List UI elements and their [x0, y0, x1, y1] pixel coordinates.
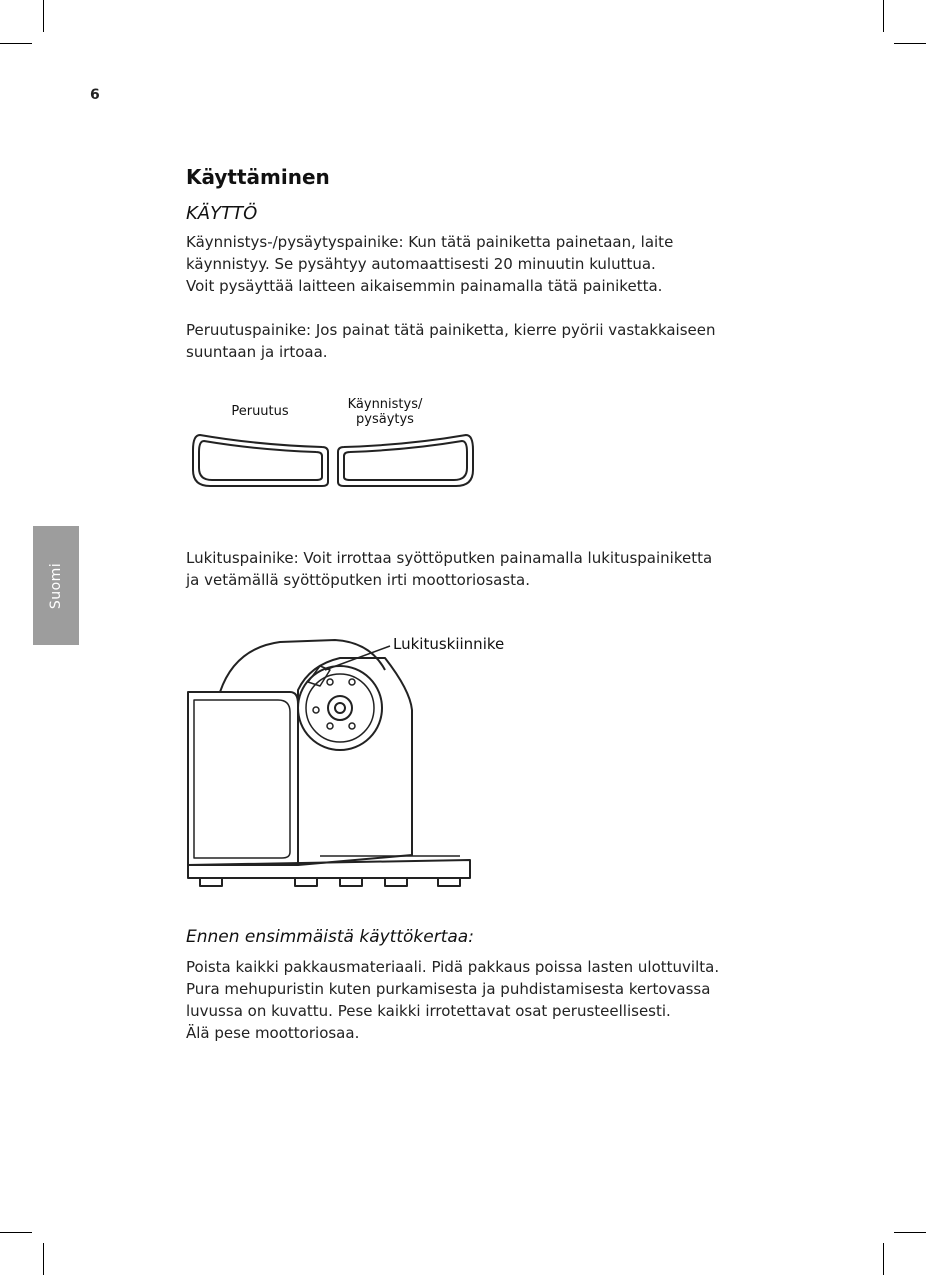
- page-title: Käyttäminen: [186, 165, 330, 189]
- foot: [385, 878, 407, 886]
- text-line: Lukituspainike: Voit irrottaa syöttöputken painamalla lukituspainiketta: [186, 549, 713, 567]
- first-use-paragraph: [186, 956, 719, 1044]
- control-buttons-illustration: [188, 430, 478, 490]
- foot: [438, 878, 460, 886]
- crop-mark: [43, 1243, 44, 1275]
- motor-hump: [220, 640, 385, 692]
- crop-mark: [883, 0, 884, 32]
- text-line: käynnistyy. Se pysähtyy automaattisesti 20 minuutin kuluttua.: [186, 255, 656, 273]
- foot: [340, 878, 362, 886]
- foot: [200, 878, 222, 886]
- text-line: Voit pysäyttää laitteen aikaisemmin painamalla tätä painiketta.: [186, 277, 663, 295]
- crop-mark: [0, 1232, 32, 1233]
- base-plate: [188, 860, 470, 878]
- lock-paragraph: [186, 547, 712, 591]
- hub: [328, 696, 352, 720]
- screw: [313, 707, 319, 713]
- motor-base-illustration: [180, 630, 480, 890]
- foot: [295, 878, 317, 886]
- crop-mark: [43, 0, 44, 32]
- text-line: luvussa on kuvattu. Pese kaikki irrotettavat osat perusteellisesti.: [186, 1002, 671, 1020]
- label-line: Käynnistys/: [347, 397, 423, 412]
- text-line: Älä pese moottoriosaa.: [186, 1024, 360, 1042]
- front-panel: [194, 700, 290, 858]
- hub-center: [335, 703, 345, 713]
- lock-bracket-callout: Lukituskiinnike: [393, 635, 505, 653]
- start-stop-paragraph: [186, 231, 673, 297]
- right-body: [298, 658, 412, 865]
- reverse-paragraph: [186, 319, 716, 363]
- section-subtitle: KÄYTTÖ: [186, 203, 258, 224]
- text-line: Peruutuspainike: Jos painat tätä painiketta, kierre pyörii vastakkaiseen: [186, 321, 716, 339]
- language-tab-label: Suomi: [48, 562, 64, 609]
- screw: [349, 679, 355, 685]
- page-number: 6: [90, 87, 100, 103]
- reverse-button-label: Peruutus: [231, 404, 289, 419]
- crop-mark: [894, 43, 926, 44]
- text-line: Käynnistys-/pysäytyspainike: Kun tätä painiketta painetaan, laite: [186, 233, 674, 251]
- text-line: suuntaan ja irtoaa.: [186, 343, 328, 361]
- motor-housing: [188, 692, 298, 865]
- crop-mark: [0, 43, 32, 44]
- screw: [349, 723, 355, 729]
- text-line: Pura mehupuristin kuten purkamisesta ja puhdistamisesta kertovassa: [186, 980, 711, 998]
- text-line: ja vetämällä syöttöputken irti moottoriosasta.: [186, 571, 531, 589]
- label-line: pysäytys: [356, 412, 414, 427]
- text-line: Poista kaikki pakkausmateriaali. Pidä pakkaus poissa lasten ulottuvilta.: [186, 958, 720, 976]
- screw: [327, 723, 333, 729]
- first-use-heading: Ennen ensimmäistä käyttökertaa:: [186, 927, 474, 947]
- language-tab: [33, 526, 79, 645]
- crop-mark: [883, 1243, 884, 1275]
- screw: [327, 679, 333, 685]
- start-stop-button-label: [330, 397, 440, 427]
- crop-mark: [894, 1232, 926, 1233]
